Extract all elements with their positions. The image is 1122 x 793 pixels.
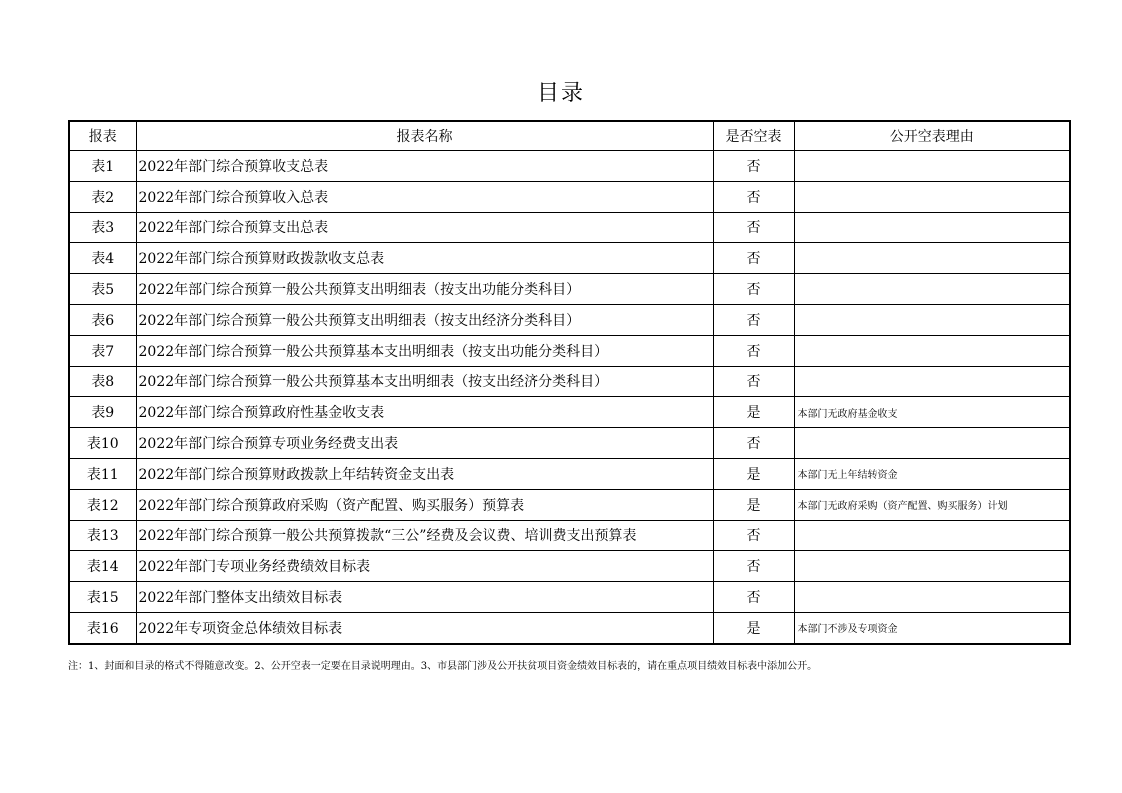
table-body (69, 151, 1070, 644)
empty-reason-cell: 本部门不涉及专项资金 (794, 612, 1070, 643)
report-name-cell: 2022年部门专项业务经费绩效目标表 (136, 551, 713, 582)
is-empty-cell: 否 (713, 428, 794, 459)
is-empty-cell: 是 (713, 489, 794, 520)
report-number-cell: 表1 (69, 151, 136, 182)
empty-reason-cell: 本部门无政府基金收支 (794, 397, 1070, 428)
empty-reason-cell (794, 366, 1070, 397)
is-empty-cell: 否 (713, 304, 794, 335)
table-row (69, 212, 1070, 243)
is-empty-cell: 是 (713, 397, 794, 428)
is-empty-cell: 否 (713, 151, 794, 182)
report-number-cell: 表7 (69, 335, 136, 366)
report-number-cell: 表3 (69, 212, 136, 243)
table-row (69, 458, 1070, 489)
is-empty-cell: 否 (713, 274, 794, 305)
is-empty-cell: 否 (713, 551, 794, 582)
report-number-cell: 表5 (69, 274, 136, 305)
report-name-cell: 2022年专项资金总体绩效目标表 (136, 612, 713, 643)
report-number-cell: 表9 (69, 397, 136, 428)
report-name-cell: 2022年部门综合预算财政拨款上年结转资金支出表 (136, 458, 713, 489)
empty-reason-cell (794, 181, 1070, 212)
is-empty-cell: 否 (713, 212, 794, 243)
report-number-cell: 表13 (69, 520, 136, 551)
report-number-cell: 表10 (69, 428, 136, 459)
report-number-cell: 表15 (69, 582, 136, 613)
report-number-cell: 表11 (69, 458, 136, 489)
report-number-cell: 表8 (69, 366, 136, 397)
empty-reason-cell (794, 151, 1070, 182)
footnote: 注：1、封面和目录的格式不得随意改变。2、公开空表一定要在目录说明理由。3、市县部门涉及公开扶贫项目资金绩效目标表的，请在重点项目绩效目标表中添加公开。 (68, 661, 818, 672)
toc-table (68, 120, 1071, 645)
empty-reason-cell (794, 335, 1070, 366)
is-empty-cell: 是 (713, 458, 794, 489)
header-report-no: 报表 (69, 121, 136, 151)
report-name-cell: 2022年部门综合预算专项业务经费支出表 (136, 428, 713, 459)
table-row (69, 428, 1070, 459)
empty-reason-cell (794, 274, 1070, 305)
report-name-cell: 2022年部门综合预算一般公共预算支出明细表（按支出功能分类科目） (136, 274, 713, 305)
table-row (69, 304, 1070, 335)
report-name-cell: 2022年部门整体支出绩效目标表 (136, 582, 713, 613)
is-empty-cell: 否 (713, 335, 794, 366)
report-number-cell: 表4 (69, 243, 136, 274)
table-row (69, 520, 1070, 551)
report-number-cell: 表14 (69, 551, 136, 582)
table-header-row (69, 121, 1070, 151)
empty-reason-cell (794, 428, 1070, 459)
report-name-cell: 2022年部门综合预算收入总表 (136, 181, 713, 212)
table-row (69, 366, 1070, 397)
header-empty-reason: 公开空表理由 (794, 121, 1070, 151)
empty-reason-cell (794, 520, 1070, 551)
table-row (69, 582, 1070, 613)
report-name-cell: 2022年部门综合预算财政拨款收支总表 (136, 243, 713, 274)
header-is-empty: 是否空表 (713, 121, 794, 151)
is-empty-cell: 否 (713, 243, 794, 274)
report-number-cell: 表2 (69, 181, 136, 212)
report-name-cell: 2022年部门综合预算一般公共预算基本支出明细表（按支出经济分类科目） (136, 366, 713, 397)
empty-reason-cell (794, 243, 1070, 274)
empty-reason-cell: 本部门无上年结转资金 (794, 458, 1070, 489)
is-empty-cell: 否 (713, 582, 794, 613)
report-name-cell: 2022年部门综合预算收支总表 (136, 151, 713, 182)
is-empty-cell: 是 (713, 612, 794, 643)
report-number-cell: 表12 (69, 489, 136, 520)
table-row (69, 397, 1070, 428)
table-row (69, 181, 1070, 212)
table-row (69, 551, 1070, 582)
report-name-cell: 2022年部门综合预算一般公共预算基本支出明细表（按支出功能分类科目） (136, 335, 713, 366)
table-row (69, 151, 1070, 182)
empty-reason-cell (794, 582, 1070, 613)
empty-reason-cell (794, 551, 1070, 582)
report-name-cell: 2022年部门综合预算政府性基金收支表 (136, 397, 713, 428)
report-number-cell: 表16 (69, 612, 136, 643)
table-row (69, 335, 1070, 366)
table-row (69, 274, 1070, 305)
empty-reason-cell (794, 212, 1070, 243)
is-empty-cell: 否 (713, 366, 794, 397)
page-title: 目录 (536, 81, 585, 106)
header-report-name: 报表名称 (136, 121, 713, 151)
report-name-cell: 2022年部门综合预算一般公共预算拨款“三公”经费及会议费、培训费支出预算表 (136, 520, 713, 551)
report-name-cell: 2022年部门综合预算支出总表 (136, 212, 713, 243)
empty-reason-cell (794, 304, 1070, 335)
report-name-cell: 2022年部门综合预算政府采购（资产配置、购买服务）预算表 (136, 489, 713, 520)
report-name-cell: 2022年部门综合预算一般公共预算支出明细表（按支出经济分类科目） (136, 304, 713, 335)
is-empty-cell: 否 (713, 181, 794, 212)
table-row (69, 489, 1070, 520)
table-row (69, 243, 1070, 274)
report-number-cell: 表6 (69, 304, 136, 335)
empty-reason-cell: 本部门无政府采购（资产配置、购买服务）计划 (794, 489, 1070, 520)
is-empty-cell: 否 (713, 520, 794, 551)
table-row (69, 612, 1070, 643)
